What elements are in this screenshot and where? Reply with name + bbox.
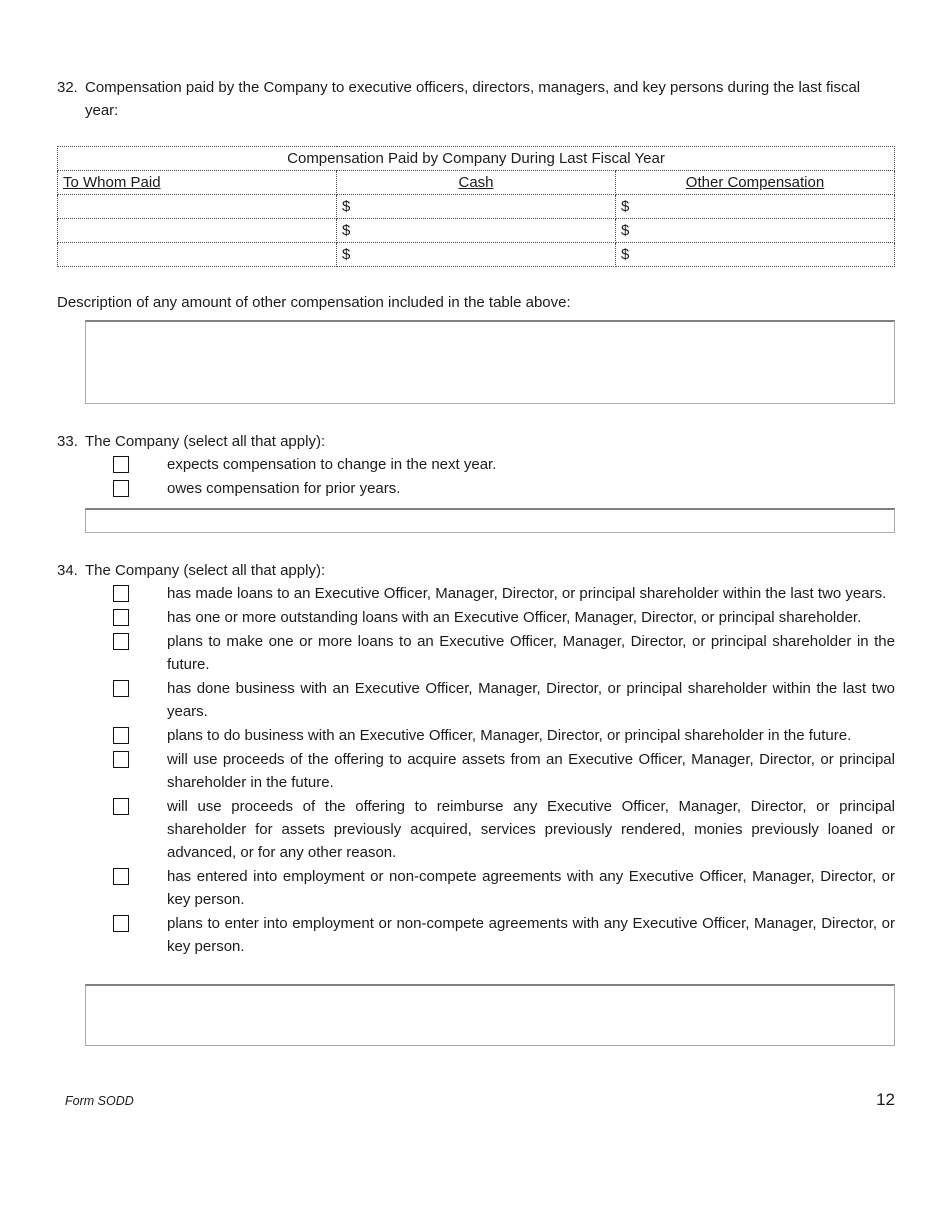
cash-cell[interactable]: $ bbox=[337, 219, 616, 243]
q34-option-label: plans to enter into employment or non-compete agreements with any Executive Officer, Manager, Director, or key person. bbox=[167, 915, 895, 955]
to-whom-paid-cell[interactable] bbox=[58, 219, 337, 243]
checkbox-plans-loans[interactable] bbox=[113, 633, 129, 650]
q34-option-label: will use proceeds of the offering to acquire assets from an Executive Officer, Manager, Director, or principal shareholder in the future. bbox=[167, 751, 895, 791]
column-header-to-whom-paid bbox=[58, 171, 337, 195]
q34-option-label: has one or more outstanding loans with an Executive Officer, Manager, Director, or principal shareholder. bbox=[167, 609, 862, 626]
q34-option-label: has done business with an Executive Officer, Manager, Director, or principal shareholder within the last two years. bbox=[167, 680, 895, 720]
q34-option-label: has made loans to an Executive Officer, Manager, Director, or principal shareholder within the last two years. bbox=[167, 585, 887, 602]
question-33-label: The Company (select all that apply): bbox=[85, 433, 326, 450]
column-header-other-compensation-text: Other Compensation bbox=[685, 174, 825, 191]
checkbox-owes-compensation[interactable] bbox=[113, 480, 129, 497]
question-34-number: 34. bbox=[57, 562, 78, 579]
q34-option bbox=[57, 582, 895, 605]
table-row bbox=[58, 243, 895, 267]
form-name: Form SODD bbox=[65, 1094, 134, 1108]
question-34 bbox=[57, 559, 895, 582]
description-textbox[interactable] bbox=[85, 320, 895, 404]
table-header-row bbox=[58, 171, 895, 195]
q34-response-textbox[interactable] bbox=[85, 984, 895, 1046]
checkbox-proceeds-reimburse[interactable] bbox=[113, 798, 129, 815]
q34-option-label: plans to do business with an Executive Officer, Manager, Director, or principal shareholder in the future. bbox=[167, 727, 852, 744]
q34-option-label: has entered into employment or non-compete agreements with any Executive Officer, Manager, Director, or key person. bbox=[167, 868, 895, 908]
checkbox-has-done-business[interactable] bbox=[113, 680, 129, 697]
q34-option bbox=[57, 748, 895, 794]
column-header-to-whom-paid-text: To Whom Paid bbox=[63, 174, 161, 191]
checkbox-has-made-loans[interactable] bbox=[113, 585, 129, 602]
compensation-table bbox=[57, 146, 895, 267]
question-32-number: 32. bbox=[57, 79, 78, 96]
q34-option bbox=[57, 865, 895, 911]
other-compensation-cell[interactable]: $ bbox=[616, 195, 895, 219]
column-header-other-compensation bbox=[616, 171, 895, 195]
checkbox-plans-business[interactable] bbox=[113, 727, 129, 744]
other-compensation-cell[interactable]: $ bbox=[616, 243, 895, 267]
page-number: 12 bbox=[876, 1090, 895, 1109]
q34-option bbox=[57, 606, 895, 629]
column-header-cash-text: Cash bbox=[458, 174, 494, 191]
to-whom-paid-cell[interactable] bbox=[58, 243, 337, 267]
cash-cell[interactable]: $ bbox=[337, 195, 616, 219]
column-header-cash bbox=[337, 171, 616, 195]
table-row bbox=[58, 219, 895, 243]
description-label: Description of any amount of other compensation included in the table above: bbox=[57, 294, 571, 311]
checkbox-has-entered-agreements[interactable] bbox=[113, 868, 129, 885]
compensation-table-title: Compensation Paid by Company During Last Fiscal Year bbox=[58, 147, 895, 171]
table-row bbox=[58, 195, 895, 219]
checkbox-compensation-change[interactable] bbox=[113, 456, 129, 473]
checkbox-proceeds-acquire-assets[interactable] bbox=[113, 751, 129, 768]
q34-option bbox=[57, 630, 895, 676]
page-footer bbox=[57, 1088, 895, 1113]
checkbox-plans-agreements[interactable] bbox=[113, 915, 129, 932]
question-34-label: The Company (select all that apply): bbox=[85, 562, 326, 579]
table-title-row bbox=[58, 147, 895, 171]
question-33 bbox=[57, 430, 895, 453]
checkbox-outstanding-loans[interactable] bbox=[113, 609, 129, 626]
other-compensation-cell[interactable]: $ bbox=[616, 219, 895, 243]
q34-option bbox=[57, 795, 895, 864]
q33-option bbox=[57, 477, 895, 500]
cash-cell[interactable]: $ bbox=[337, 243, 616, 267]
q34-option-label: will use proceeds of the offering to reimburse any Executive Officer, Manager, Director, or principal shareholder for assets previously acquired, services previously rendered, monies previously loaned or advanced, or for any other reason. bbox=[167, 798, 895, 861]
to-whom-paid-cell[interactable] bbox=[58, 195, 337, 219]
q34-option-label: plans to make one or more loans to an Executive Officer, Manager, Director, or principal shareholder in the future. bbox=[167, 633, 895, 673]
question-32 bbox=[57, 76, 895, 122]
q33-option-label: owes compensation for prior years. bbox=[167, 480, 401, 497]
q33-option bbox=[57, 453, 895, 476]
q34-option bbox=[57, 724, 895, 747]
q34-option bbox=[57, 912, 895, 958]
question-33-number: 33. bbox=[57, 433, 78, 450]
q33-response-textbox[interactable] bbox=[85, 508, 895, 533]
q34-option bbox=[57, 677, 895, 723]
question-32-label: Compensation paid by the Company to executive officers, directors, managers, and key persons during the last fiscal year: bbox=[85, 79, 861, 119]
q33-option-label: expects compensation to change in the next year. bbox=[167, 456, 497, 473]
